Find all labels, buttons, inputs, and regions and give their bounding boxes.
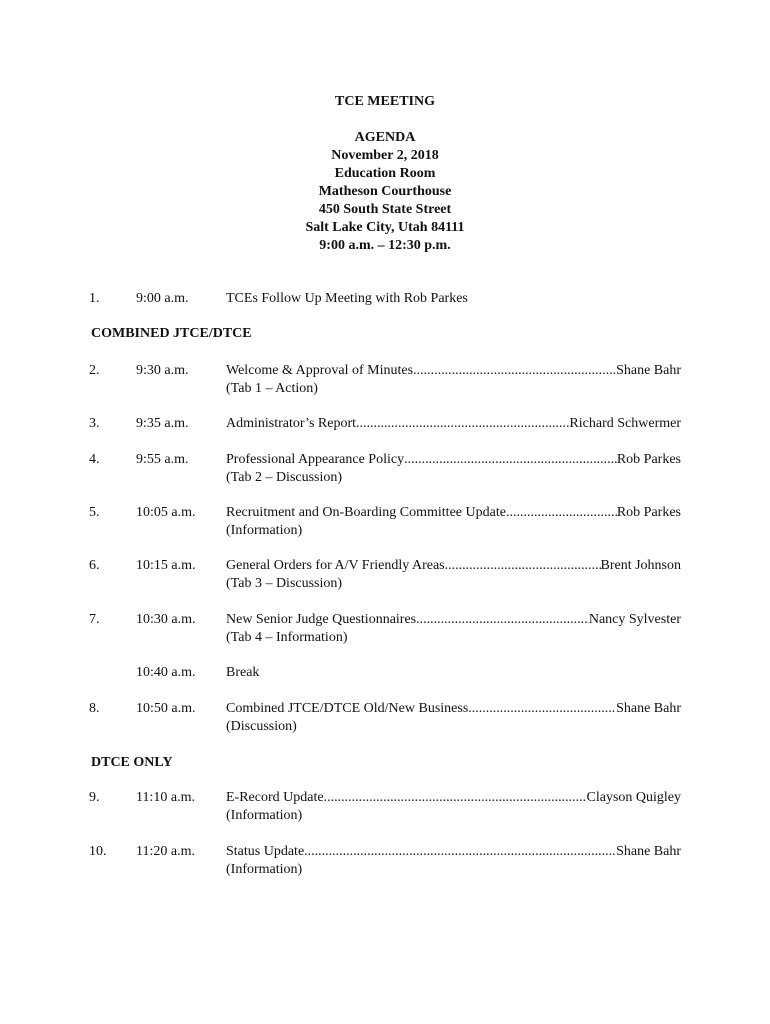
item-title: Status Update <box>226 844 305 859</box>
agenda-header <box>0 93 770 255</box>
item-time: 9:55 a.m. <box>136 452 189 467</box>
item-presenter: Clayson Quigley <box>586 790 681 805</box>
item-content <box>226 504 681 540</box>
item-presenter: Rob Parkes <box>616 505 681 520</box>
section-heading-dtce-only: DTCE ONLY <box>91 755 173 770</box>
item-time: 9:30 a.m. <box>136 363 189 378</box>
item-number: 2. <box>89 363 100 378</box>
item-presenter: Shane Bahr <box>616 844 681 859</box>
header-line-date: November 2, 2018 <box>331 148 439 163</box>
item-title: TCEs Follow Up Meeting with Rob Parkes <box>226 291 468 306</box>
item-content <box>226 611 681 647</box>
item-time: 10:30 a.m. <box>136 612 196 627</box>
item-note: (Tab 1 – Action) <box>226 381 318 396</box>
item-title: Administrator’s Report <box>226 416 357 431</box>
item-number: 6. <box>89 558 100 573</box>
item-title: New Senior Judge Questionnaires <box>226 612 417 627</box>
item-note: (Tab 4 – Information) <box>226 630 348 645</box>
item-title: Break <box>226 665 260 680</box>
header-line-room: Education Room <box>334 166 436 181</box>
meeting-title: TCE MEETING <box>335 94 435 109</box>
item-content <box>226 700 681 736</box>
item-number: 5. <box>89 505 100 520</box>
item-content <box>226 789 681 825</box>
header-line-street: 450 South State Street <box>318 202 452 217</box>
item-note: (Information) <box>226 862 303 877</box>
item-presenter: Brent Johnson <box>600 558 681 573</box>
leader-dots <box>468 700 616 718</box>
item-title: E-Record Update <box>226 790 324 805</box>
item-number: 9. <box>89 790 100 805</box>
item-title: Professional Appearance Policy <box>226 452 405 467</box>
item-content <box>226 557 681 593</box>
item-presenter: Nancy Sylvester <box>588 612 681 627</box>
item-time: 11:10 a.m. <box>136 790 195 805</box>
item-title: Welcome & Approval of Minutes <box>226 363 414 378</box>
item-number: 8. <box>89 701 100 716</box>
header-line-agenda: AGENDA <box>354 130 416 145</box>
item-presenter: Rob Parkes <box>616 452 681 467</box>
header-line-city: Salt Lake City, Utah 84111 <box>305 220 465 235</box>
section-heading-combined: COMBINED JTCE/DTCE <box>91 326 252 341</box>
item-number: 4. <box>89 452 100 467</box>
leader-dots <box>304 843 616 861</box>
item-time: 9:35 a.m. <box>136 416 189 431</box>
item-number: 10. <box>89 844 107 859</box>
item-number: 1. <box>89 291 100 306</box>
item-number: 7. <box>89 612 100 627</box>
item-title: Recruitment and On-Boarding Committee Update <box>226 505 506 520</box>
item-time: 9:00 a.m. <box>136 291 189 306</box>
header-line-building: Matheson Courthouse <box>318 184 452 199</box>
item-note: (Information) <box>226 523 303 538</box>
leader-dots <box>324 789 587 807</box>
item-time: 10:50 a.m. <box>136 701 196 716</box>
item-presenter: Shane Bahr <box>616 363 681 378</box>
item-content <box>226 415 681 433</box>
leader-dots <box>445 557 601 575</box>
item-content <box>226 451 681 487</box>
item-note: (Information) <box>226 808 303 823</box>
item-number: 3. <box>89 416 100 431</box>
leader-dots <box>413 362 616 380</box>
item-time: 11:20 a.m. <box>136 844 195 859</box>
leader-dots <box>506 504 617 522</box>
item-content <box>226 843 681 879</box>
item-note: (Discussion) <box>226 719 297 734</box>
item-note: (Tab 3 – Discussion) <box>226 576 343 591</box>
item-presenter: Shane Bahr <box>616 701 681 716</box>
item-content <box>226 362 681 398</box>
item-title: Combined JTCE/DTCE Old/New Business <box>226 701 469 716</box>
header-line-time: 9:00 a.m. – 12:30 p.m. <box>319 238 451 253</box>
item-presenter: Richard Schwermer <box>569 416 681 431</box>
leader-dots <box>404 451 617 469</box>
leader-dots <box>356 415 569 433</box>
item-time: 10:40 a.m. <box>136 665 196 680</box>
item-time: 10:05 a.m. <box>136 505 196 520</box>
item-title: General Orders for A/V Friendly Areas <box>226 558 445 573</box>
item-note: (Tab 2 – Discussion) <box>226 470 343 485</box>
item-time: 10:15 a.m. <box>136 558 196 573</box>
leader-dots <box>416 611 589 629</box>
